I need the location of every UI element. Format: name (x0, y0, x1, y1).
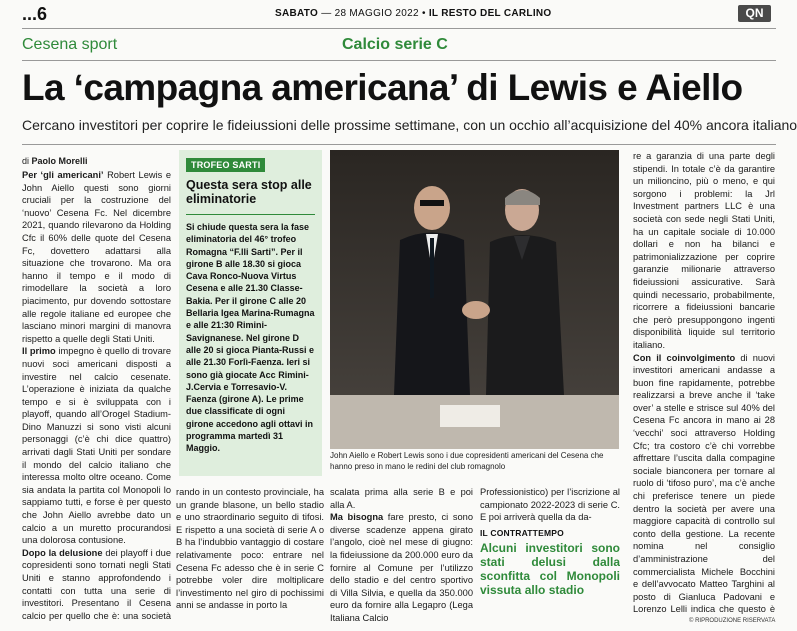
header-divider (22, 28, 776, 29)
article-paragraph: Professionistico) per l’iscrizione al campionato 2022-2023 di serie C. E poi arriverà quella da da- (480, 487, 620, 523)
handshake-photo (330, 150, 619, 449)
article-column-3 (330, 486, 473, 624)
box-tag: IL CONTRATTEMPO (480, 527, 564, 538)
sidebar-title: Questa sera stop alle eliminatorie (186, 178, 312, 206)
article-column-5 (633, 150, 775, 615)
qn-logo: QN (738, 5, 771, 22)
sidebar-tag: TROFEO SARTI (186, 158, 265, 172)
dateline: SABATO — 28 MAGGIO 2022 • IL RESTO DEL CARLINO (275, 8, 552, 19)
headline: La ‘campagna americana’ di Lewis e Aiello (22, 67, 743, 108)
subhead-divider (22, 144, 776, 145)
dateline-date: 28 MAGGIO 2022 (334, 8, 419, 19)
article-paragraph: Con il coinvolgimento di nuovi investitori americani andasse a buon fine rapidamente, potrebbe realizzarsi a breve anche il ‘take over’ a stelle e strisce sul 40% del Cesena Fc ancora in mano ai 28 ‘vecchi’ soci attraverso Holding Cfc; tra costoro c’è chi vorrebbe affrettare l’uscita dalla compagine sociale bianconera per tornare al ruolo di ‘tifoso puro’, ma c’è anche chi preferisce tenere un piede dentro la società per avere una maggiore capacità di controllo sul conto della gestione. La recente nomina nel consiglio d’amministrazione del commercialista Michele Bocchini e dell’avvocato Matteo Targhini al posto di Gianluca Padovani e Lorenzo Lelli indica che questo è (633, 352, 775, 615)
topic-label: Calcio serie C (342, 36, 448, 53)
page-header (0, 0, 797, 28)
sidebar-body: Si chiude questa sera la fase eliminatoria del 46° trofeo Romagna “F.lli Sarti”. Per il girone B alle 18.30 si gioca Cava Ronco-Nuova Virtus Cesena e alle 21.30 Classe- Bakia. Per il girone C alle 20 Bellaria Igea Marina-Rumagna e alle 21:30 Rimini-Savignanese. Nel girone D alle 20 si gioca Pianta-Russi e alle 21.30 Forlì-Faenza. Ieri si sono già giocate Acc Rimini-J.Cervia e Torresavio-V. Faenza (girone A). Le prime due classificate di ogni girone accedono agli ottavi in programma martedì 31 Maggio. (186, 222, 315, 454)
subheadline: Cercano investitori per coprire le fideiussioni delle prossime settimane, con un occhio all’acquisizione del 40% ancora italiano (22, 117, 797, 133)
article-paragraph: Per ‘gli americani’ Robert Lewis e John Aiello questi sono giorni cruciali per la costruzione del ‘nuovo’ Cesena Fc. Nel dicembre 2021, quando rilevarono da Holding Cfc il 60% delle quote del Cesena Fc, dovettero adattarsi alla situazione che trovarono. Ma ora hanno il tempo e il modo di rimodellare la società a loro piacimento, pur dovendo sottostare alle regole italiane ed europee che lasciano minori margini di manovra rispetto a quelle degli Stati Uniti. (22, 170, 171, 344)
copyright-note: © RIPRODUZIONE RISERVATA (689, 618, 776, 624)
box-title: Alcuni investitori sono stati delusi dalla sconfitta col Monopoli vissuta allo stadio (480, 540, 620, 597)
article-paragraph: scalata prima alla serie B e poi alla A. (330, 487, 473, 510)
article-column-4 (480, 486, 620, 624)
article-paragraph: Dopo la delusione dei playoff i due copresidenti sono tornati negli Stati Uniti e stanno approfondendo i contatti con tutta una serie di investitori. Presentano il Cesena calcio per quello che è: una società (22, 547, 171, 621)
newspaper-name: IL RESTO DEL CARLINO (428, 8, 552, 19)
article-column-1 (22, 169, 171, 624)
section-divider (22, 60, 776, 61)
dateline-day: SABATO (275, 8, 319, 19)
photo-caption: John Aiello e Robert Lewis sono i due copresidenti americani del Cesena che hanno preso in mano le redini del club romagnolo (330, 451, 604, 471)
article-column-2 (176, 486, 324, 624)
article-paragraph: Ma bisogna fare presto, ci sono diverse scadenze appena girato l’angolo, cioè nel mese di giugno: la fideiussione da 200.000 euro da fornire al Comune per l’utilizzo dello stadio e del centro sportivo di Villa Silvia, e quella da 350.000 euro da fornire alla Legapro (Lega Italiana Calcio (330, 512, 473, 623)
page-number: ...6 (22, 4, 48, 24)
byline (22, 156, 88, 166)
article-paragraph: Il primo impegno è quello di trovare nuovi soci americani disposti a investire nel calcio cesenate. L’operazione è iniziata da qualche tempo e si è sviluppata con i playoff, quando all’Orogel Stadium-Dino Manuzzi si sono visti alcuni personaggi (c’è chi dice quattro) arrivati dagli Stati Uniti per sondare il mondo del calcio italiano che interessa molto oltre oceano. Come sia andata la partita col Monopoli lo sappiamo tutti, e forse è per questo che John Aiello avrebbe dato un calcio a un muretto procurandosi una dolorosa contusione. (22, 346, 171, 546)
section-label: Cesena sport (22, 36, 118, 53)
photo (330, 150, 619, 449)
sidebar-divider (186, 214, 315, 215)
sidebar-box (179, 150, 322, 476)
article-paragraph: re a garanzia di una parte degli stipendi. In totale c’è da garantire un milioncino, più o meno, e qui sorgono i problemi: la Jrl Investment partners LLC è una società con sede negli Stati Uniti, ha un capitale sociale di 10.000 dollari e non ha bilanci e patrimonializzazione per coprire garanzie milionarie attraverso fideiussioni assicurative. Sarà quindi necessario, probabilmente, ricorrere a fideiussioni bancarie che però presuppongono ingenti disponibilità liquide sul territorio italiano. (633, 151, 775, 350)
byline-author: Paolo Morelli (31, 156, 88, 166)
byline-prefix: di (22, 156, 30, 166)
article-continuation: rando in un contesto provinciale, ha un grande blasone, un bello stadio e uno straordinario seguito di tifosi. E rispetto a una società di serie A o B ha l’indubbio vantaggio di costare relativamente poco: entrare nel Cesena Fc adesso che è in serie C potrebbe voler dire moltiplicare l’investimento nel giro di pochissimi anni se andasse in porto la (176, 487, 324, 611)
